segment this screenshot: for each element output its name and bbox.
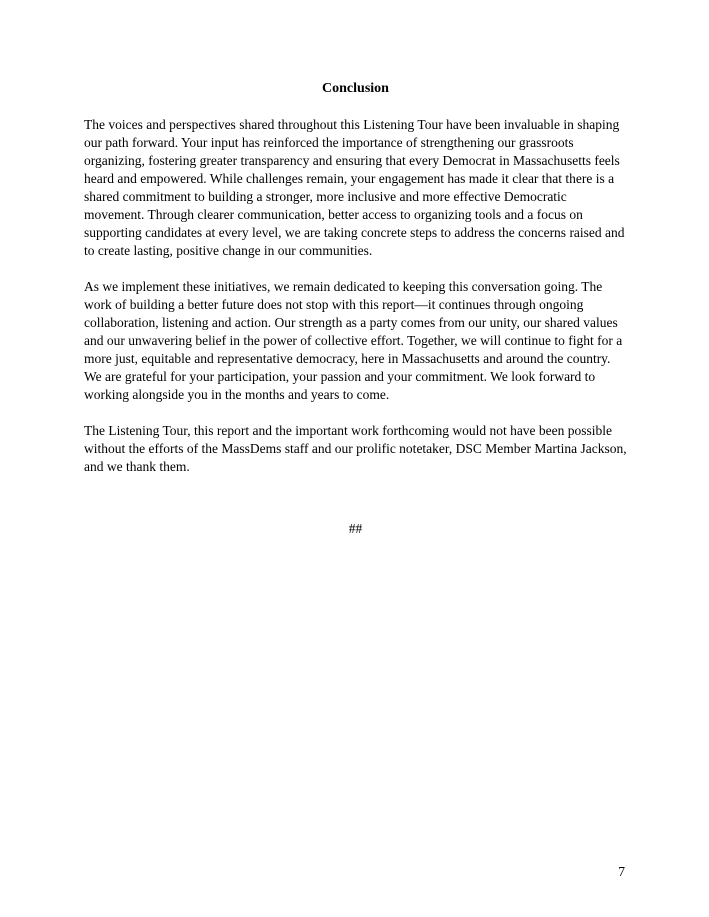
body-paragraph-2: As we implement these initiatives, we remain dedicated to keeping this conversation going. The work of building a better future does not stop with this report—it continues through ongoing collaboration, listening and action. Our strength as a party comes from our unity, our shared values and our unwavering belief in the power of collective effort. Together, we will continue to fight for a more just, equitable and representative democracy, here in Massachusetts and around the country. We are grateful for your participation, your passion and your commitment. We look forward to working alongside you in the months and years to come. [84, 279, 623, 402]
page-number: 7 [618, 864, 625, 879]
end-mark: ## [348, 521, 363, 536]
body-paragraph-1: The voices and perspectives shared throughout this Listening Tour have been invaluable in shaping our path forward. Your input has reinforced the importance of strengthening our grassroots organizing, fostering greater transparency and ensuring that every Democrat in Massachusetts feels heard and empowered. While challenges remain, your engagement has made it clear that there is a shared commitment to building a stronger, more inclusive and more effective Democratic movement. Through clearer communication, better access to organizing tools and a focus on supporting candidates at every level, we are taking concrete steps to address the concerns raised and to create lasting, positive change in our communities. [84, 117, 625, 258]
conclusion-heading: Conclusion [322, 81, 389, 96]
body-paragraph-3: The Listening Tour, this report and the important work forthcoming would not have been possible without the efforts of the MassDems staff and our prolific notetaker, DSC Member Martina Jackson, and we thank them. [84, 423, 627, 474]
